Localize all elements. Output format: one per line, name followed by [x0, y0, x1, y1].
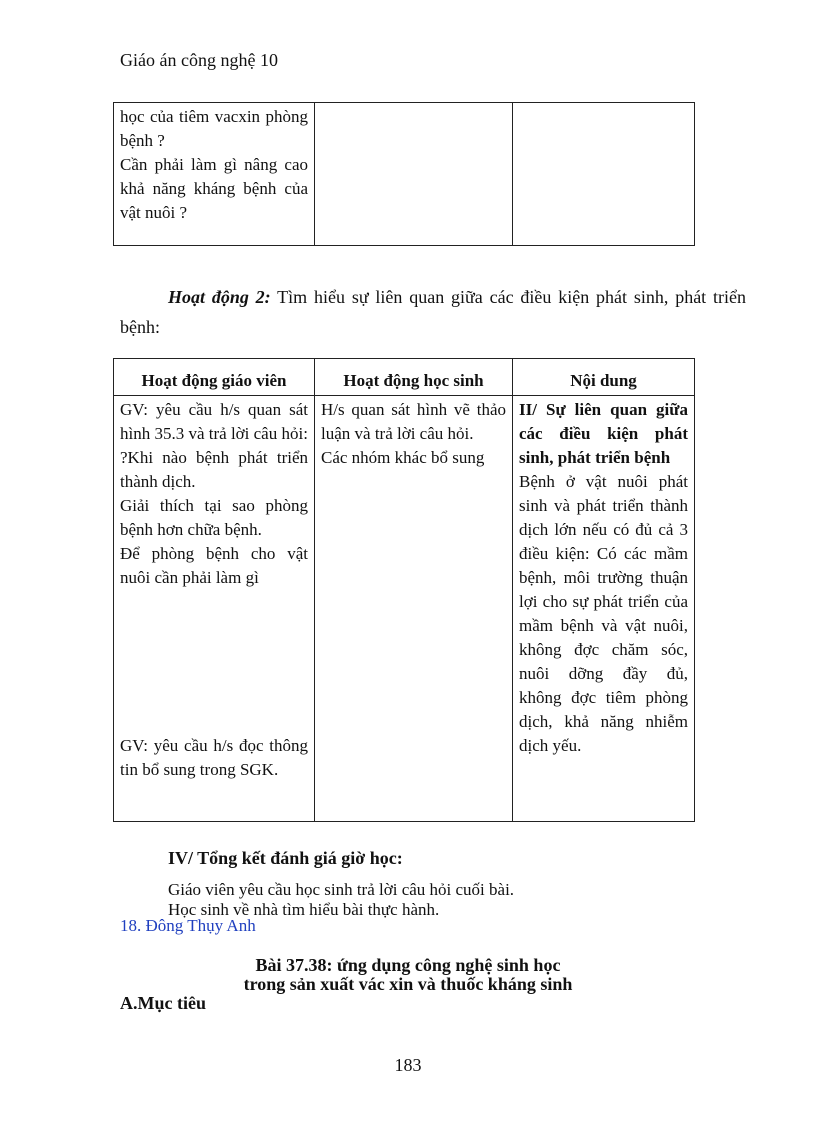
section4-line1: Giáo viên yêu cầu học sinh trả lời câu hỏi cuối bài.: [168, 880, 515, 899]
activity2-paragraph: [120, 282, 746, 342]
section4-title: IV/ Tổng kết đánh giá giờ học:: [168, 848, 403, 868]
table1-col1: [114, 103, 315, 246]
student-line: Các nhóm khác bổ sung: [321, 448, 485, 467]
objective-heading: A.Mục tiêu: [120, 993, 206, 1013]
student-line: H/s quan sát hình vẽ thảo luận và trả lời câu hỏi.: [321, 400, 506, 443]
content-text: Bệnh ở vật nuôi phát sinh và phát triển thành dịch lớn nếu có đủ cả 3 điều kiện: Có các mầm bệnh, môi trường thuận lợi cho sự phát triển của mầm bệnh và vật nuôi, không đợc chăm sóc, nuôi dỡng đầy đủ, không đợc tiêm phòng dịch, khả năng nhiễm dịch yếu.: [519, 472, 688, 755]
student-cell: [315, 396, 513, 822]
header-student: Hoạt động học sinh: [315, 359, 513, 396]
content-cell: [513, 396, 695, 822]
table1-line: học của tiêm vacxin phòng bệnh ?: [120, 107, 308, 150]
table1-line: Cần phải làm gì nâng cao khả năng kháng bệnh của vật nuôi ?: [120, 155, 308, 222]
activity2-text: Tìm hiểu sự liên quan giữa các điều kiện phát sinh, phát triển bệnh:: [120, 287, 746, 337]
table-continued: [113, 102, 695, 246]
table1-col2: [315, 103, 513, 246]
header-content: Nội dung: [513, 359, 695, 396]
content-title: II/ Sự liên quan giữa các điều kiện phát sinh, phát triển bệnh: [519, 400, 688, 467]
teacher-line: GV: yêu cầu h/s đọc thông tin bổ sung trong SGK.: [120, 736, 308, 779]
lesson-title-line2: trong sản xuất vác xin và thuốc kháng sinh: [243, 974, 573, 994]
activity2-label: Hoạt động 2:: [168, 287, 271, 307]
teacher-cell: [114, 396, 315, 822]
lesson-title-line1: Bài 37.38: ứng dụng công nghệ sinh học: [255, 955, 561, 975]
author-label: 18. Đông Thụy Anh: [120, 916, 256, 935]
page-header: Giáo án công nghệ 10: [120, 50, 278, 70]
teacher-line: GV: yêu cầu h/s quan sát hình 35.3 và trả lời câu hỏi:: [120, 400, 308, 443]
header-teacher: Hoạt động giáo viên: [114, 359, 315, 396]
activity-table: [113, 358, 695, 822]
teacher-line: Để phòng bệnh cho vật nuôi cần phải làm gì: [120, 544, 308, 587]
section4-line2: Học sinh về nhà tìm hiểu bài thực hành.: [168, 900, 440, 919]
teacher-line: Giải thích tại sao phòng bệnh hơn chữa bệnh.: [120, 496, 308, 539]
teacher-line: ?Khi nào bệnh phát triển thành dịch.: [120, 448, 308, 491]
page-number: 183: [394, 1055, 422, 1075]
table1-col3: [513, 103, 695, 246]
